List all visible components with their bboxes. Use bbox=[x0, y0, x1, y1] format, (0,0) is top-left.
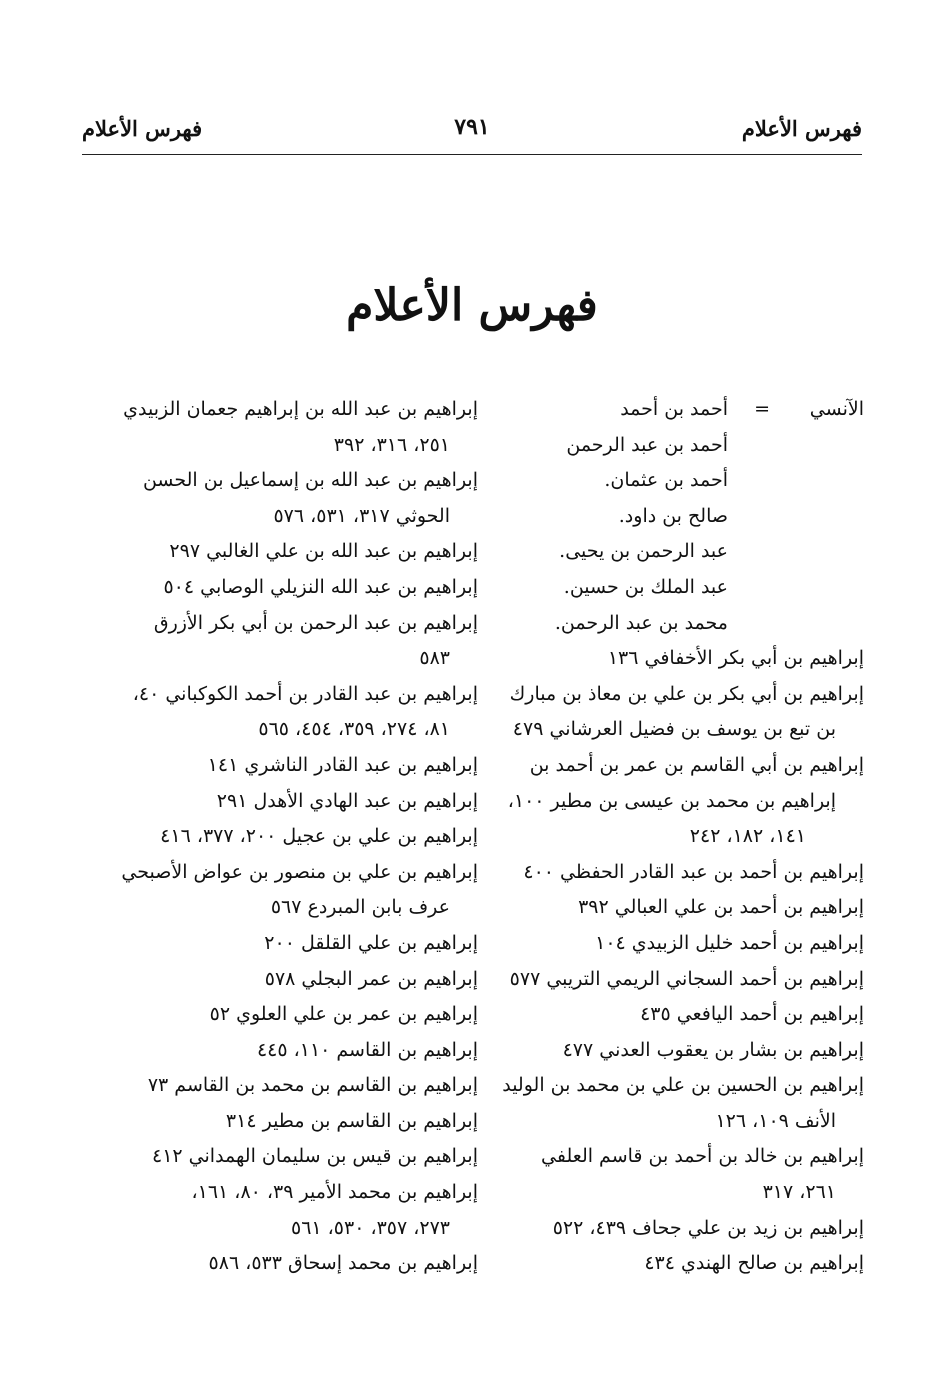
index-entry-continuation: ١٤١، ١٨٢، ٢٤٢ bbox=[689, 825, 806, 848]
index-entry: إبراهيم بن الحسين بن علي بن محمد بن الوليد bbox=[502, 1074, 864, 1097]
index-entry: إبراهيم بن عبد الهادي الأهدل ٢٩١ bbox=[216, 789, 478, 812]
index-entry: إبراهيم بن محمد الأمير ٣٩، ٨٠، ١٦١، bbox=[191, 1181, 478, 1204]
index-entry: إبراهيم بن عبد الله النزيلي الوصابي ٥٠٤ bbox=[163, 575, 478, 598]
index-entry: إبراهيم بن عبد القادر بن أحمد الكوكباني ٤٠، bbox=[132, 682, 478, 705]
cross-ref-target: عبد الملك بن حسين. bbox=[563, 575, 728, 598]
index-entry: إبراهيم بن عبد الله بن علي الغالبي ٢٩٧ bbox=[169, 540, 478, 563]
index-entry: إبراهيم بن القاسم بن محمد بن القاسم ٧٣ bbox=[147, 1074, 478, 1097]
cross-ref-target: أحمد بن عثمان. bbox=[604, 469, 728, 492]
index-entry: إبراهيم بن عمر بن علي العلوي ٥٢ bbox=[209, 1003, 478, 1026]
cross-ref-target: عبد الرحمن بن يحيى. bbox=[559, 540, 728, 563]
cross-ref-target: أحمد بن عبد الرحمن bbox=[566, 433, 728, 456]
index-entry: إبراهيم بن أبي بكر بن علي بن معاذ بن مبارك bbox=[509, 682, 864, 705]
index-entry: إبراهيم بن أبي بكر الأخفافي ١٣٦ bbox=[607, 647, 864, 670]
index-entry: إبراهيم بن القاسم بن مطير ٣١٤ bbox=[225, 1109, 478, 1132]
index-entry: إبراهيم بن علي بن منصور بن عواض الأصبحي bbox=[121, 860, 478, 883]
index-entry: إبراهيم بن محمد إسحاق ٥٣٣، ٥٨٦ bbox=[208, 1252, 478, 1275]
index-entry: إبراهيم بن عبد الرحمن بن أبي بكر الأزرق bbox=[153, 611, 478, 634]
index-entry: إبراهيم بن زيد بن علي جحاف ٤٣٩، ٥٢٢ bbox=[552, 1216, 864, 1239]
running-title-left: فهرس الأعلام bbox=[82, 116, 203, 141]
index-entry-continuation: الحوثي ٣١٧، ٥٣١، ٥٧٦ bbox=[273, 504, 450, 527]
index-entry-continuation: ٢٥١، ٣١٦، ٣٩٢ bbox=[333, 433, 450, 456]
cross-ref-label: الآنسي bbox=[809, 398, 864, 420]
cross-ref-target: أحمد بن أحمد bbox=[620, 398, 728, 420]
index-entry-continuation: الأنف ١٠٩، ١٢٦ bbox=[715, 1109, 836, 1132]
index-entry: إبراهيم بن أحمد اليافعي ٤٣٥ bbox=[640, 1003, 864, 1026]
cross-reference bbox=[472, 392, 864, 428]
index-entry-continuation: بن تبع بن يوسف بن فضيل العرشاني ٤٧٩ bbox=[512, 718, 836, 741]
index-entry: إبراهيم بن خالد بن أحمد بن قاسم العلفي bbox=[541, 1145, 864, 1168]
running-header bbox=[82, 112, 862, 155]
index-entry: إبراهيم بن أبي القاسم بن عمر بن أحمد بن bbox=[529, 753, 864, 776]
index-entry-continuation: ٥٨٣ bbox=[419, 647, 450, 670]
index-entry: إبراهيم بن عبد القادر الناشري ١٤١ bbox=[207, 753, 478, 776]
index-entry: إبراهيم بن علي القلقل ٢٠٠ bbox=[264, 931, 478, 954]
index-column-right bbox=[472, 392, 864, 1282]
index-entry-continuation: إبراهيم بن محمد بن عيسى بن مطير ١٠٠، bbox=[507, 789, 836, 812]
index-entry: إبراهيم بن قيس بن سليمان الهمداني ٤١٢ bbox=[152, 1145, 478, 1168]
index-entry: إبراهيم بن عبد الله بن إبراهيم جعمان الزبيدي bbox=[123, 398, 478, 420]
equals-sign: = bbox=[754, 398, 770, 420]
index-entry: إبراهيم بن عبد الله بن إسماعيل بن الحسن bbox=[142, 469, 478, 492]
index-entry-continuation: ٢٧٣، ٣٥٧، ٥٣٠، ٥٦١ bbox=[290, 1216, 450, 1239]
index-entry-continuation: عرف بابن المبردع ٥٦٧ bbox=[270, 896, 450, 919]
index-entry: إبراهيم بن بشار بن يعقوب العدني ٤٧٧ bbox=[562, 1038, 864, 1061]
index-entry: إبراهيم بن أحمد خليل الزبيدي ١٠٤ bbox=[595, 931, 864, 954]
page-title: فهرس الأعلام bbox=[346, 280, 598, 331]
index-entry: إبراهيم بن أحمد بن عبد القادر الحفظي ٤٠٠ bbox=[523, 860, 864, 883]
index-entry: إبراهيم بن صالح الهندي ٤٣٤ bbox=[644, 1252, 864, 1275]
cross-ref-target: صالح بن داود. bbox=[618, 504, 728, 527]
index-entry: إبراهيم بن عمر البجلي ٥٧٨ bbox=[264, 967, 478, 990]
page-number: ٧٩١ bbox=[454, 114, 490, 140]
cross-ref-target: محمد بن عبد الرحمن. bbox=[554, 611, 728, 634]
index-entry-continuation: ٢٦١، ٣١٧ bbox=[762, 1181, 836, 1204]
index-entry: إبراهيم بن أحمد بن علي العبالي ٣٩٢ bbox=[578, 896, 864, 919]
index-entry: إبراهيم بن القاسم ١١٠، ٤٤٥ bbox=[256, 1038, 478, 1061]
index-column-left bbox=[88, 392, 478, 1282]
index-entry: إبراهيم بن أحمد السجاني الريمي التريبي ٥٧٧ bbox=[509, 967, 864, 990]
index-entry-continuation: ٨١، ٢٧٤، ٣٥٩، ٤٥٤، ٥٦٥ bbox=[258, 718, 450, 741]
running-title-right: فهرس الأعلام bbox=[741, 116, 862, 141]
index-entry: إبراهيم بن علي بن عجيل ٢٠٠، ٣٧٧، ٤١٦ bbox=[160, 825, 478, 848]
